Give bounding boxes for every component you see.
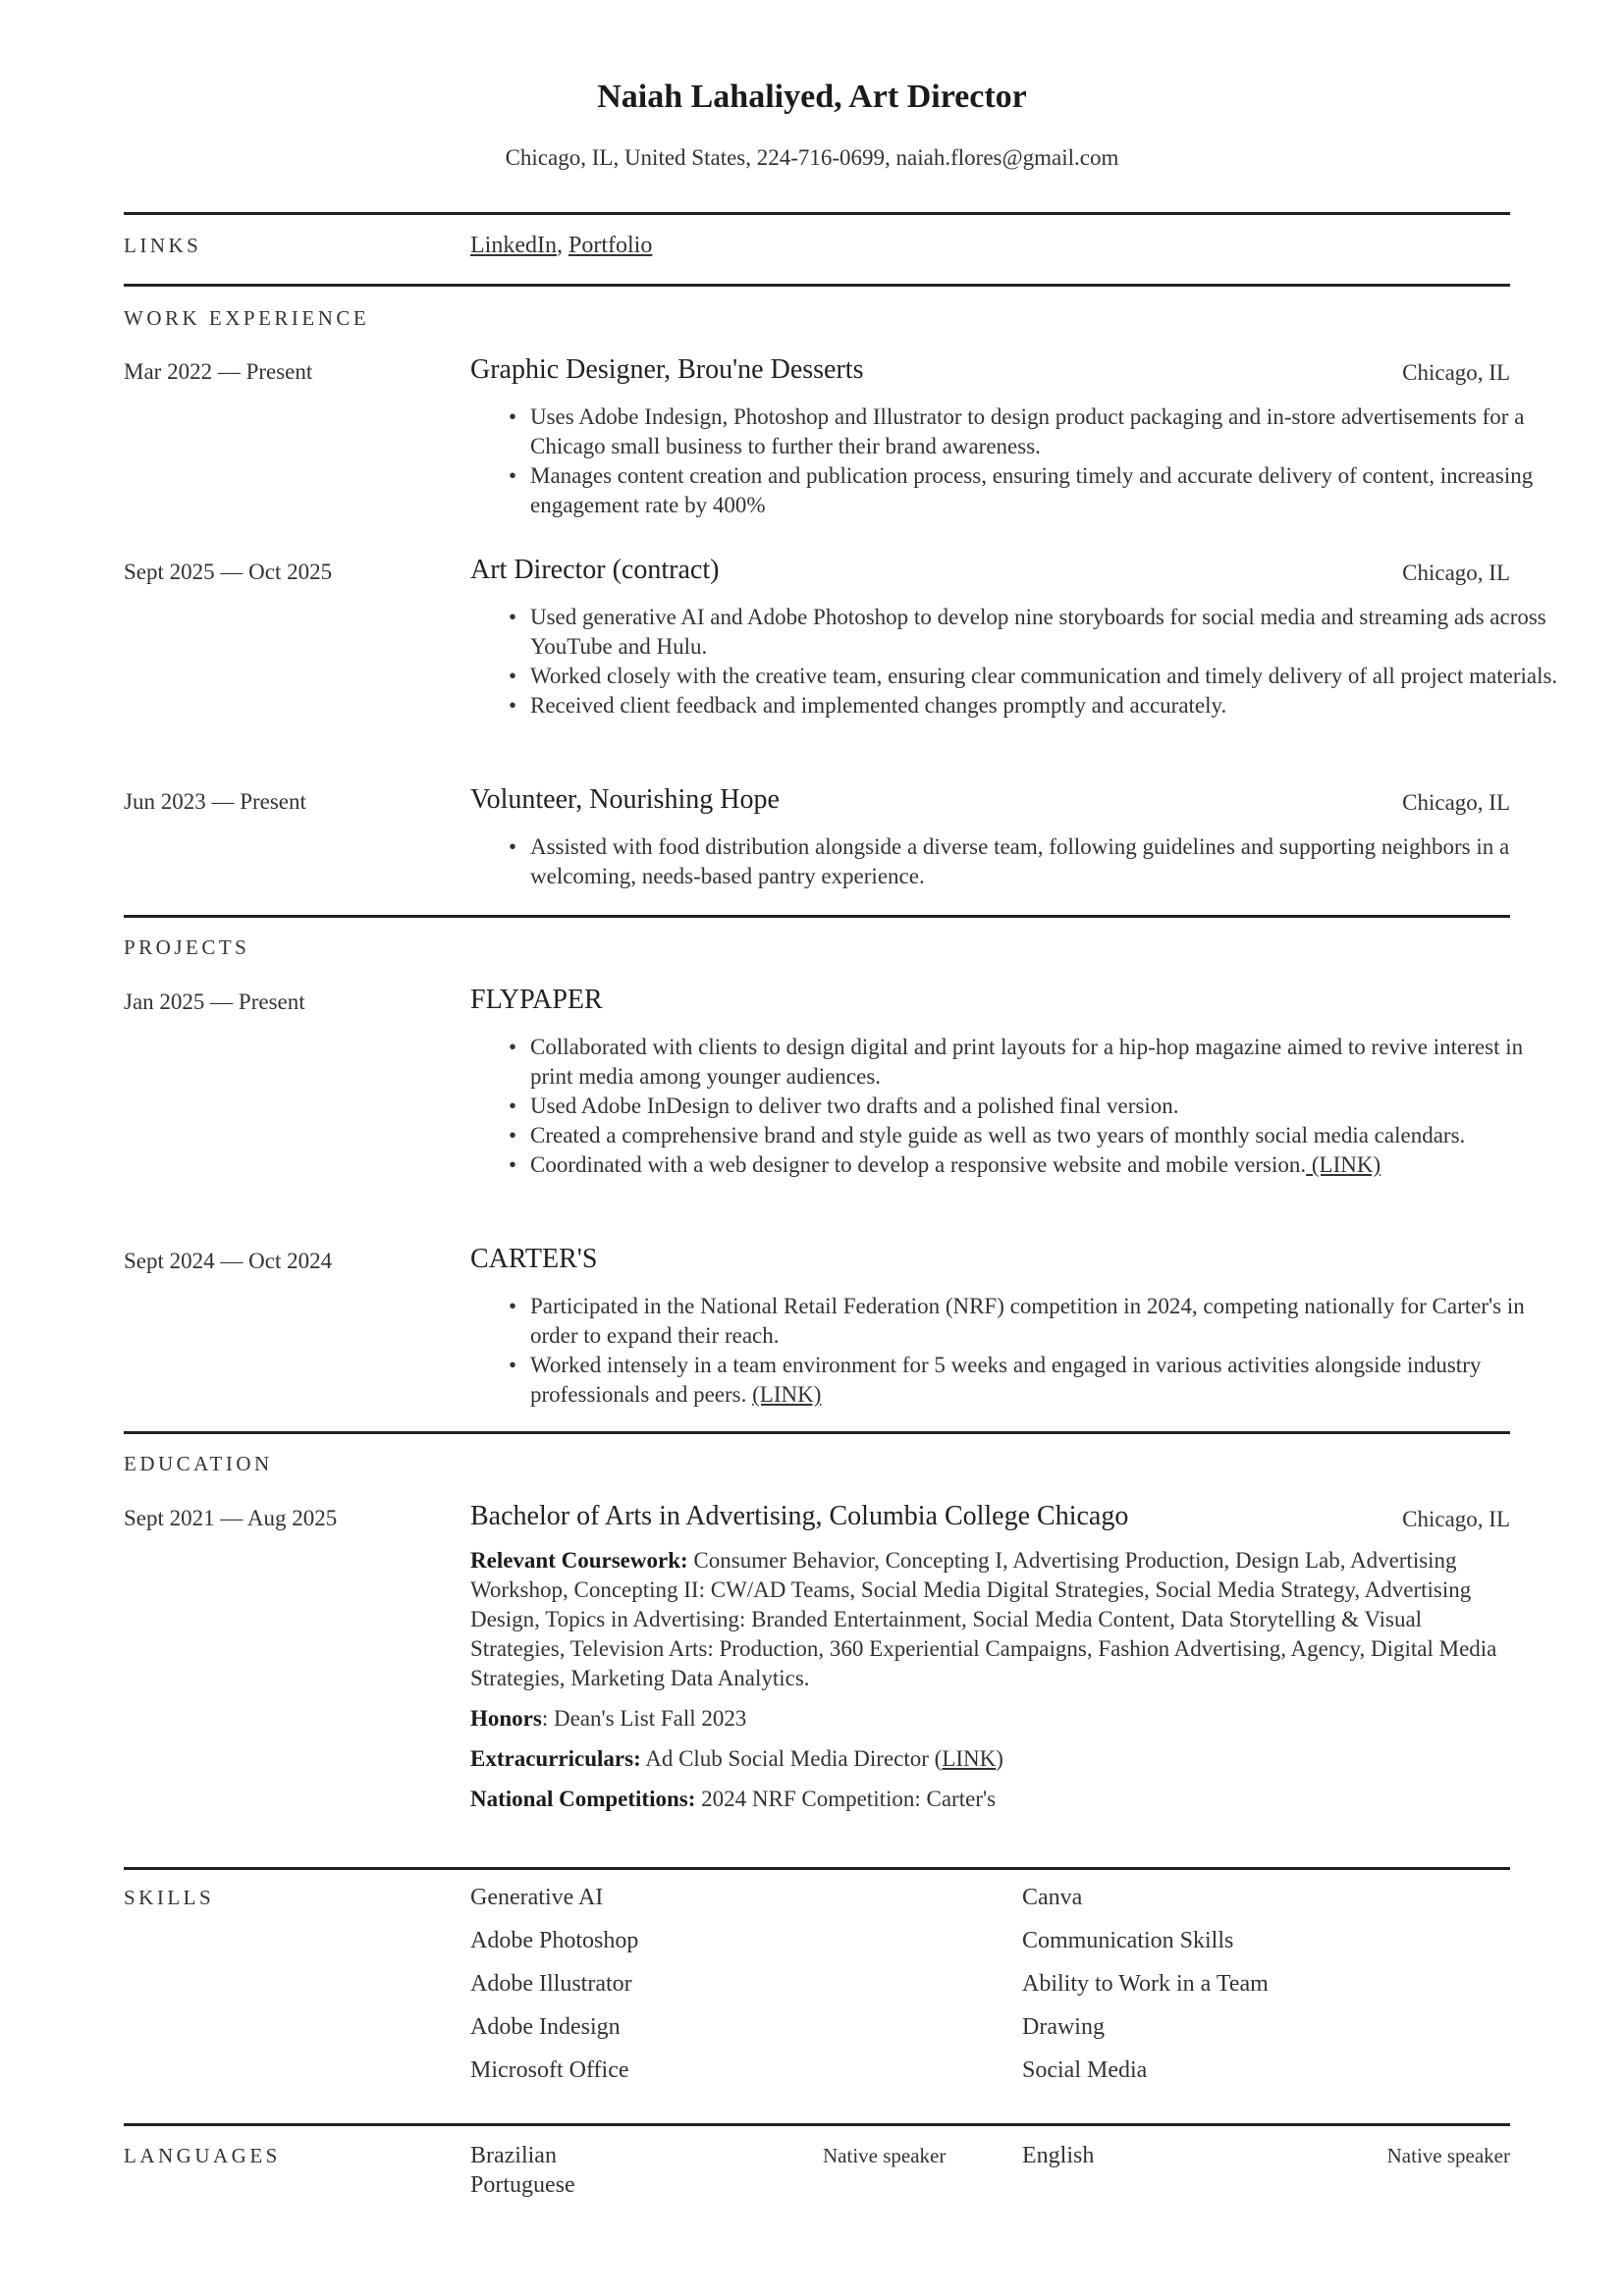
bullet-item: • Used generative AI and Adobe Photoshop to develop nine storyboards for social media and streaming ads across YouTube and Hulu. bbox=[530, 603, 1571, 662]
competitions-text: 2024 NRF Competition: Carter's bbox=[695, 1787, 997, 1811]
bullet-item: • Manages content creation and publication process, ensuring timely and accurate delivery of content, increasing engagement rate by 400% bbox=[530, 461, 1571, 520]
coursework-label: Relevant Coursework: bbox=[470, 1548, 688, 1573]
skill-item: Adobe Indesign bbox=[470, 2014, 621, 2040]
skill-item: Ability to Work in a Team bbox=[1022, 1971, 1269, 1997]
skill-item: Generative AI bbox=[470, 1885, 604, 1910]
bullet-text: Coordinated with a web designer to develop a responsive website and mobile version. bbox=[530, 1152, 1307, 1177]
project-link[interactable]: (LINK) bbox=[1306, 1152, 1381, 1177]
project-dates: Sept 2024 — Oct 2024 bbox=[124, 1249, 333, 1273]
work-experience-section-label: WORK EXPERIENCE bbox=[124, 306, 370, 330]
job-location: Chicago, IL bbox=[1402, 360, 1510, 385]
project-dates: Jan 2025 — Present bbox=[124, 989, 305, 1014]
project-link[interactable]: (LINK) bbox=[752, 1382, 822, 1407]
candidate-name: Naiah Lahaliyed, Art Director bbox=[597, 79, 1027, 115]
extracurriculars-label: Extracurriculars: bbox=[470, 1746, 641, 1771]
section-divider bbox=[124, 915, 1510, 918]
honors-paragraph bbox=[470, 1704, 1515, 1734]
job-dates: Sept 2025 — Oct 2025 bbox=[124, 560, 333, 584]
bullet-item: • Created a comprehensive brand and style guide as well as two years of monthly social media calendars. bbox=[530, 1121, 1571, 1150]
section-divider bbox=[124, 284, 1510, 287]
job-dates: Mar 2022 — Present bbox=[124, 359, 313, 384]
project-bullets bbox=[470, 1033, 1571, 1180]
education-location: Chicago, IL bbox=[1402, 1507, 1510, 1531]
coursework-paragraph bbox=[470, 1546, 1515, 1693]
contact-line: Chicago, IL, United States, 224-716-0699, naiah.flores@gmail.com bbox=[505, 145, 1119, 170]
project-title: FLYPAPER bbox=[470, 985, 603, 1015]
language-name: English bbox=[1022, 2143, 1095, 2168]
links-section-label: LINKS bbox=[124, 234, 202, 257]
links-separator: , bbox=[556, 233, 568, 258]
skills-section-label: SKILLS bbox=[124, 1886, 215, 1909]
language-name: Brazilian Portuguese bbox=[470, 2143, 575, 2198]
language-level: Native speaker bbox=[823, 2144, 947, 2167]
bullet-item: • Received client feedback and implemented changes promptly and accurately. bbox=[530, 691, 1571, 721]
bullet-text: Worked intensely in a team environment for 5 weeks and engaged in various activities alongside industry professionals and peers. bbox=[530, 1353, 1482, 1407]
competitions-paragraph bbox=[470, 1785, 1515, 1814]
bullet-item: • Participated in the National Retail Federation (NRF) competition in 2024, competing nationally for Carter's in order to expand their reach. bbox=[530, 1292, 1571, 1351]
extracurriculars-close: ) bbox=[996, 1746, 1003, 1771]
job-bullets bbox=[470, 402, 1571, 520]
education-section-label: EDUCATION bbox=[124, 1452, 273, 1475]
skill-item: Adobe Illustrator bbox=[470, 1971, 632, 1997]
language-level: Native speaker bbox=[1386, 2144, 1510, 2167]
projects-section-label: PROJECTS bbox=[124, 935, 250, 959]
job-dates: Jun 2023 — Present bbox=[124, 789, 306, 814]
section-divider bbox=[124, 2123, 1510, 2126]
extracurriculars-link[interactable]: LINK bbox=[942, 1746, 997, 1771]
job-title: Volunteer, Nourishing Hope bbox=[470, 784, 780, 815]
job-location: Chicago, IL bbox=[1402, 561, 1510, 585]
job-location: Chicago, IL bbox=[1402, 790, 1510, 815]
bullet-item: • Assisted with food distribution alongside a diverse team, following guidelines and supporting neighbors in a welcoming, needs-based pantry experience. bbox=[530, 832, 1571, 891]
education-dates: Sept 2021 — Aug 2025 bbox=[124, 1506, 338, 1530]
extracurriculars-text: Ad Club Social Media Director ( bbox=[640, 1746, 943, 1771]
section-divider bbox=[124, 1431, 1510, 1434]
bullet-item: • Worked closely with the creative team, ensuring clear communication and timely delivery of all project materials. bbox=[530, 662, 1571, 691]
education-details bbox=[470, 1546, 1515, 1825]
project-bullets bbox=[470, 1292, 1571, 1410]
bullet-item: • Uses Adobe Indesign, Photoshop and Illustrator to design product packaging and in-store advertisements for a Chicago small business to further their brand awareness. bbox=[530, 402, 1571, 461]
portfolio-link[interactable]: Portfolio bbox=[568, 233, 653, 258]
bullet-item bbox=[530, 1150, 1571, 1180]
links-row bbox=[470, 233, 652, 259]
section-divider bbox=[124, 1867, 1510, 1870]
skill-item: Drawing bbox=[1022, 2014, 1105, 2040]
section-divider bbox=[124, 212, 1510, 215]
languages-section-label: LANGUAGES bbox=[124, 2144, 281, 2167]
degree-title: Bachelor of Arts in Advertising, Columbia College Chicago bbox=[470, 1501, 1129, 1531]
skill-item: Canva bbox=[1022, 1885, 1083, 1910]
job-title: Art Director (contract) bbox=[470, 555, 720, 585]
bullet-item: • Collaborated with clients to design digital and print layouts for a hip-hop magazine aimed to revive interest in print media among younger audiences. bbox=[530, 1033, 1571, 1092]
honors-label: Honors bbox=[470, 1706, 542, 1731]
bullet-item bbox=[530, 1351, 1571, 1410]
bullet-item: • Used Adobe InDesign to deliver two drafts and a polished final version. bbox=[530, 1092, 1571, 1121]
competitions-label: National Competitions: bbox=[470, 1787, 696, 1811]
job-title: Graphic Designer, Brou'ne Desserts bbox=[470, 354, 864, 385]
project-title: CARTER'S bbox=[470, 1244, 598, 1274]
job-bullets bbox=[470, 603, 1571, 721]
coursework-text: Consumer Behavior, Concepting I, Advertising Production, Design Lab, Advertising Workshop, Concepting II: CW/AD Teams, Social Media Digital Strategies, Social Media Strategy, Advertising Design, Topics in Advertising: Branded Entertainment, Social Media Content, Data Storytelling & Visual Strategies, Television Arts: Production, 360 Experiential Campaigns, Fashion Advertising, Agency, Digital Media Strategies, Marketing Data Analytics. bbox=[470, 1548, 1497, 1690]
linkedin-link[interactable]: LinkedIn bbox=[470, 233, 557, 258]
skill-item: Adobe Photoshop bbox=[470, 1928, 639, 1953]
skill-item: Microsoft Office bbox=[470, 2057, 629, 2083]
skill-item: Communication Skills bbox=[1022, 1928, 1234, 1953]
honors-text: : Dean's List Fall 2023 bbox=[541, 1706, 747, 1731]
extracurriculars-paragraph bbox=[470, 1744, 1515, 1774]
skill-item: Social Media bbox=[1022, 2057, 1148, 2083]
job-bullets bbox=[470, 832, 1571, 891]
